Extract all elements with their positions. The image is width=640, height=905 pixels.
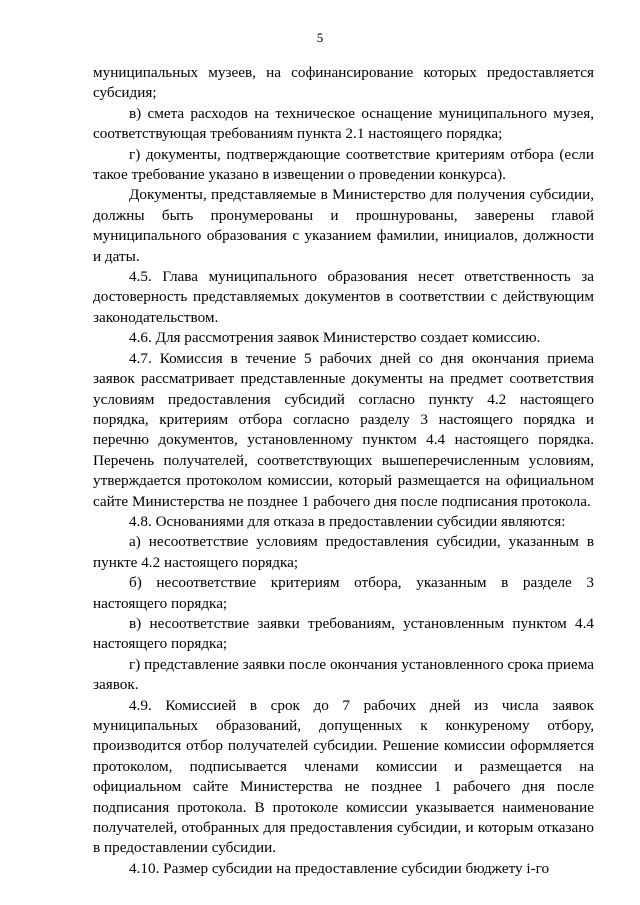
paragraph: в) несоответствие заявки требованиям, установленным пунктом 4.4 настоящего порядка; [93,614,594,653]
paragraph: б) несоответствие критериям отбора, указанным в разделе 3 настоящего порядка; [93,574,594,612]
paragraph: 4.7. Комиссия в течение 5 рабочих дней со дня окончания приема заявок рассматривает представленные документы на предмет соответствия условиям предоставления субсидий согласно пункту 4.2 настоящего порядка, критериям отбора согласно разделу 3 настоящего порядка и перечню документов, установленному пунктом 4.4 настоящего порядка. Перечень получателей, соответствующих вышеперечисленным условиям, утверждается протоколом комиссии, который размещается на официальном сайте Министерства не позднее 1 рабочего дня после подписания протокола. [93,349,594,510]
paragraph: 4.8. Основаниями для отказа в предоставлении субсидии являются: [129,512,566,530]
paragraph: 4.9. Комиссией в срок до 7 рабочих дней из числа заявок муниципальных образований, допущенных к конкуреному отбору, производится отбор получателей субсидии. Решение комиссии оформляется протоколом, подписывается членами комиссии и размещается на официальном сайте Министерства не позднее 1 рабочего дня после подписания протокола. В протоколе комиссии указывается наименование получателей, отобранных для предоставления субсидии, и которым отказано в предоставлении субсидии. [93,696,594,857]
paragraph: Документы, представляемые в Министерство для получения субсидии, должны быть пронумерованы и прошнурованы, заверены главой муниципального образования с указанием фамилии, инициалов, должности и даты. [93,186,594,265]
page-number: 5 [316,30,324,45]
paragraph: 4.6. Для рассмотрения заявок Министерство создает комиссию. [129,329,541,347]
paragraph: 4.10. Размер субсидии на предоставление субсидии бюджету i-го [129,859,550,877]
paragraph: муниципальных музеев, на софинансирование которых предоставляется субсидия; [93,64,594,102]
paragraph: г) документы, подтверждающие соответствие критериям отбора (если такое требование указано в извещении о проведении конкурса). [93,145,594,184]
paragraph: в) смета расходов на техническое оснащение муниципального музея, соответствующая требованиям пункта 2.1 настоящего порядка; [93,104,594,143]
paragraph: а) несоответствие условиям предоставления субсидии, указанным в пункте 4.2 настоящего порядка; [93,533,594,571]
document-body [93,63,594,879]
paragraph: 4.5. Глава муниципального образования несет ответственность за достоверность представляемых документов в соответствии с действующим законодательством. [93,268,594,326]
paragraph: г) представление заявки после окончания установленного срока приема заявок. [93,655,594,694]
